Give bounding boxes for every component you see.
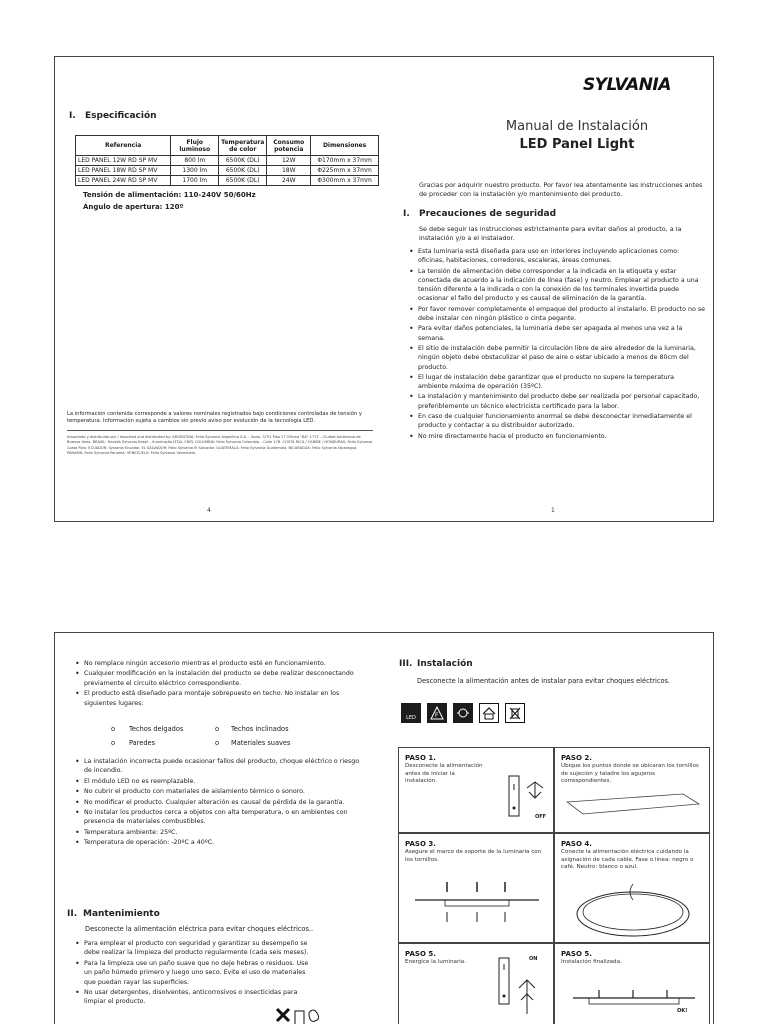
col-header: Temperatura de color — [219, 136, 267, 156]
step-1: PASO 1. Desconecte la alimentación antes de iniciar la instalación. OFF — [398, 747, 554, 833]
table-cell: 6500K (DL) — [219, 176, 267, 186]
restrictions-list — [75, 659, 365, 709]
col-header: Consumo potencia — [267, 136, 311, 156]
voltage-spec: Tensión de alimentación: 110-240V 50/60Hz — [83, 191, 256, 199]
list-item: • No remplace ningún accesorio mientras el producto esté en funcionamiento. — [75, 659, 365, 668]
table-cell: 800 lm — [171, 156, 219, 166]
maintenance-heading: II. Mantenimiento — [67, 909, 160, 919]
step-2: PASO 2. Ubique los puntos donde se ubicaran los tornillos de sujeción y taladre los agujeros correspondientes. — [554, 747, 710, 833]
table-cell: 24W — [267, 176, 311, 186]
maintenance-lead: Desconecte la alimentación eléctrica para evitar choques eléctricos.. — [85, 925, 314, 933]
table-cell: 1300 lm — [171, 166, 219, 176]
list-item: • Cualquier modificación en la instalación del producto se debe realizar desconectando previamente el circuito eléctrico correspondiente. — [75, 669, 365, 688]
led-icon: LED — [401, 703, 421, 723]
wiring-ring-illustration — [571, 880, 695, 940]
safety-heading: I. Precauciones de seguridad — [403, 209, 557, 219]
manual-page-spread-1 — [54, 56, 714, 522]
installation-lead: Desconecte la alimentación antes de instalar para evitar choques eléctricos. — [417, 677, 671, 685]
bracket-screws-illustration — [405, 874, 549, 934]
step-4: PASO 4. Conecte la alimentación eléctrica cuidando la asignación de cada cable. Fase o línea: negro o café. Neutro: blanco o azul. — [554, 833, 710, 943]
table-cell: LED PANEL 24W RD SP MV — [76, 176, 171, 186]
table-row — [76, 176, 379, 186]
spec-heading: I. Especificación — [69, 111, 157, 121]
list-item: • Esta luminaria está diseñada para uso en interiores incluyendo aplicaciones como: oficinas, habitaciones, corredores, escaleras, áreas comunes. — [409, 247, 705, 266]
list-item: • El módulo LED no es reemplazable. — [75, 777, 365, 786]
list-item: • No usar detergentes, disolventes, anticorrosivos o insecticidas para limpiar el producto. — [75, 988, 315, 1007]
table-cell: Φ225mm x 37mm — [311, 166, 379, 176]
ok-label: OK! — [677, 1008, 688, 1014]
table-cell: 18W — [267, 166, 311, 176]
product-title: LED Panel Light — [519, 137, 635, 152]
importer-info: Importado y distribuido por / Imported and distributed by: ARGENTINA: Feilo Sylvania Argentina S.A. – Avda. 3751 Piso 17 Oficina "BA" 1772 – Ciudad Autónoma de Buenos Aires. BRASIL: Havells Sylvania Brasil – Iluminação LTDA. CNPJ. COLOMBIA: Feilo Sylvania Colombia – Calle 17B. COSTA RICA / CARIBE / HONDURAS: Feilo Sylvania Costa Rica. ECUADOR: Sylvania Ecuador. EL SALVADOR: Feilo Sylvania El Salvador. GUATEMALA: Feilo Sylvania Guatemala. NICARAGUA: Feilo Sylvania Nicaragua. PANAMÁ: Feilo Sylvania Panamá. VENEZUELA: Feilo Sylvania Venezuela. — [67, 435, 373, 456]
on-label: ON — [529, 956, 538, 962]
aperture-angle-spec: Ángulo de apertura: 120º — [83, 203, 184, 211]
switch-on-illustration — [495, 954, 551, 1024]
list-item: • La instalación incorrecta puede ocasionar fallos del producto, choque eléctrico o riesgo de incendio. — [75, 757, 365, 776]
table-row — [76, 156, 379, 166]
maintenance-list — [75, 939, 315, 1008]
distance-icon — [453, 703, 473, 723]
manual-title: Manual de Instalación — [505, 119, 649, 134]
list-item: • No instalar los productos cerca a objetos con alta temperatura, o en ambientes con presencia de materiales combustibles. — [75, 808, 365, 827]
page-number: 4 — [207, 507, 211, 514]
list-item: • Para la limpieza use un paño suave que no deje hebras o residuos. Use un paño húmedo primero y luego uno seco. Evite el uso de materiales que puedan rayar las superficies. — [75, 959, 315, 987]
col-header: Referencia — [76, 136, 171, 156]
manual-page-spread-2 — [54, 632, 714, 1024]
list-item: • El lugar de instalación debe garantizar que el producto no supere la temperatura ambiente máxima de operación (35ºC). — [409, 373, 705, 392]
table-cell: Φ300mm x 37mm — [311, 176, 379, 186]
spec-table — [75, 135, 379, 186]
sylvania-logo: SYLVANIA — [583, 75, 671, 95]
table-row — [76, 166, 379, 176]
safety-lead: Se debe seguir las instrucciones estrictamente para evitar daños al producto, a la instalación y/o a el instalador. — [419, 225, 682, 243]
place-option: o Materiales suaves — [215, 739, 291, 747]
place-option: o Techos inclinados — [215, 725, 289, 733]
list-item: • Temperatura ambiente: 25ºC. — [75, 828, 365, 837]
indoor-use-icon — [479, 703, 499, 723]
list-item: • No modificar el producto. Cualquier alteración es causal de pérdida de la garantía. — [75, 798, 365, 807]
table-cell: 1700 lm — [171, 176, 219, 186]
svg-text:F: F — [435, 712, 439, 719]
list-item: • El producto está diseñado para montaje sobrepuesto en techo. No instalar en los siguientes lugares: — [75, 689, 365, 708]
list-item: • Por favor remover completamente el empaque del producto al instalarlo. El producto no se debe instalar con ningún plástico o cinta pegante. — [409, 305, 705, 324]
table-cell: 6500K (DL) — [219, 166, 267, 176]
no-chemicals-icon — [275, 1003, 325, 1024]
step-5: PASO 5. Energice la luminaria. ON — [398, 943, 554, 1024]
table-cell: LED PANEL 18W RD SP MV — [76, 166, 171, 176]
list-item: • En caso de cualquier funcionamiento anormal se debe desconectar inmediatamente el producto y contactar a su distribuidor autorizado. — [409, 412, 705, 431]
list-item: • El sitio de instalación debe permitir la circulación libre de aire alrededor de la luminaria, ningún objeto debe obstaculizar el paso de aire o estar ubicado a menos de 80cm del producto. — [409, 344, 705, 372]
place-option: o Paredes — [111, 739, 156, 747]
list-item: • Temperatura de operación: -20ºC a 40ºC. — [75, 838, 365, 847]
list-item: • La instalación y mantenimiento del producto debe ser realizada por personal capacitado, preferiblemente un técnico electricista certificado para la labor. — [409, 392, 705, 411]
intro-text: Gracias por adquirir nuestro producto. Por favor lea atentamente las instrucciones antes de proceder con la instalación y/o mantenimiento del producto. — [419, 181, 703, 199]
safety-list — [409, 247, 705, 442]
disclaimer-text: La información contenida corresponde a valores nominales registrados bajo condiciones controladas de tensión y temperatura. Información sujeta a cambios sin previo aviso por evolución de la tecnología LED. — [67, 411, 362, 424]
list-item: • Para emplear el producto con seguridad y garantizar su desempeño se debe realizar la limpieza del producto regularmente (cada seis meses). — [75, 939, 315, 958]
list-item: • Para evitar daños potenciales, la luminaria debe ser apagada al menos una vez a la semana. — [409, 324, 705, 343]
table-cell: Φ170mm x 37mm — [311, 156, 379, 166]
step-3: PASO 3. Asegure el marco de soporte de la luminaria con los tornillos. — [398, 833, 554, 943]
list-item: • No cubrir el producto con materiales de aislamiento térmico o sonoro. — [75, 787, 365, 796]
divider — [67, 430, 373, 431]
step-6: PASO 5. Instalación finalizada. OK! — [554, 943, 710, 1024]
off-label: OFF — [535, 814, 547, 820]
warnings-list — [75, 757, 365, 849]
table-cell: 6500K (DL) — [219, 156, 267, 166]
flammable-surface-icon — [427, 703, 447, 723]
list-item: • La tensión de alimentación debe corresponder a la indicada en la etiqueta y estar conectada de acuerdo a la indicación de línea (fase) y neutro. Emplear al producto a una tensión diferente a la indicada o con la conexión de los terminales invertida puede ocasionar el fallo del producto y es causal de eliminación de la garantía. — [409, 267, 705, 304]
col-header: Dimensiones — [311, 136, 379, 156]
page-number: 1 — [551, 507, 555, 514]
ceiling-drill-illustration — [563, 792, 703, 822]
list-item: • No mire directamente hacia el producto en funcionamiento. — [409, 432, 705, 441]
spec-table-header — [76, 136, 379, 156]
col-header: Flujo luminoso — [171, 136, 219, 156]
table-cell: 12W — [267, 156, 311, 166]
installation-heading: III. Instalación — [399, 659, 473, 669]
place-option: o Techos delgados — [111, 725, 184, 733]
weee-bin-icon — [505, 703, 525, 723]
table-cell: LED PANEL 12W RD SP MV — [76, 156, 171, 166]
